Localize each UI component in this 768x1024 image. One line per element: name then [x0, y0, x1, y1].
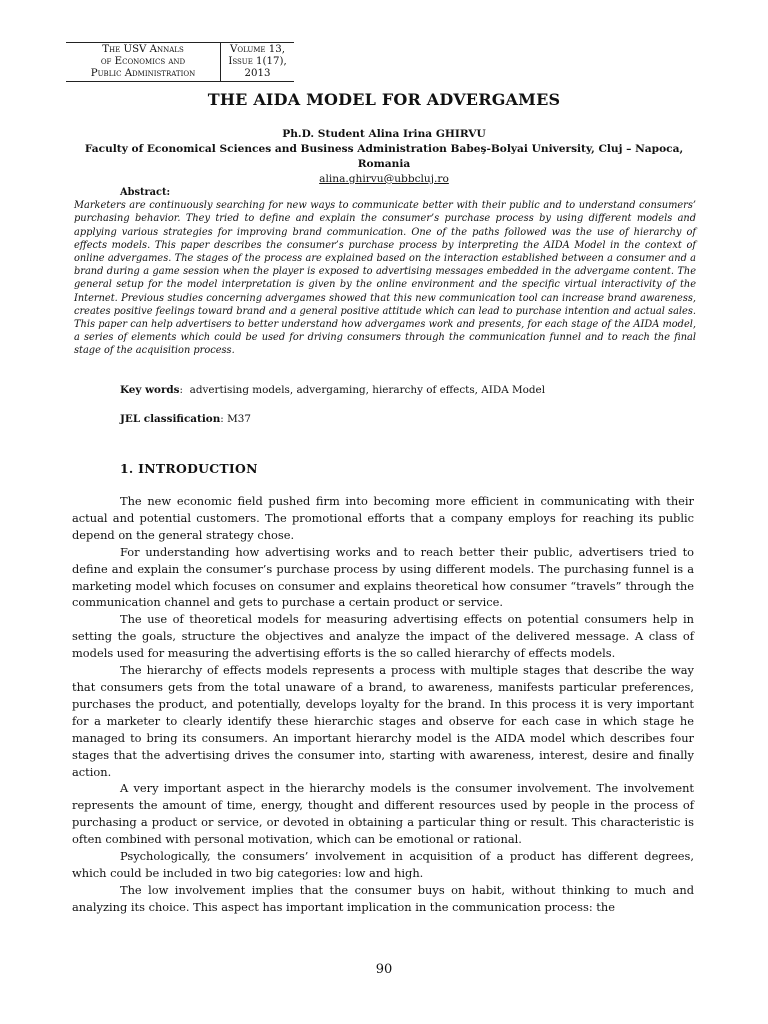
paragraph: The use of theoretical models for measuring advertising effects on potential consumers help in setting the goals, structure the objectives and analyze the impact of the delivered message. A class of models used for measuring the advertising efforts is the so called hierarchy of effects models. [72, 612, 694, 661]
issue-line: Issue 1(17), [228, 56, 287, 67]
volume-line: Volume 13, [230, 44, 285, 55]
paragraph: For understanding how advertising works and to reach better their public, advertisers tried to define and explain the consumer’s purchase process by using different models. The purchasing funnel is a marketing model which focuses on consumer and explains theoretical how consumer “travels” through the communication channel and gets to purchase a certain product or service. [72, 544, 694, 610]
paragraph: The hierarchy of effects models represents a process with multiple stages that describe the way that consumers gets from the total unaware of a brand, to awareness, manifests particular preferences, purchases the product, and potentially, develops loyalty for the brand. In this process it is very important for a marketer to clearly identify these hierarchic stages and observe for each case in which stage he managed to bring its consumers. An important hierarchy model is the AIDA model which describes four stages that the advertising drives the consumer into, starting with awareness, interest, desire and finally action. [72, 663, 694, 779]
jel-label: JEL classification [120, 413, 221, 425]
journal-name [66, 43, 221, 81]
author-name: Alina Irina GHIRVU [368, 128, 486, 140]
keywords-value: advertising models, advergaming, hierarchy of effects, AIDA Model [189, 384, 546, 396]
keywords: Key words: advertising models, advergaming, hierarchy of effects, AIDA Model [120, 384, 546, 396]
journal-name-line: of Economics and [100, 56, 186, 67]
journal-name-line: The USV Annals [102, 44, 184, 55]
author-email[interactable]: alina.ghirvu@ubbcluj.ro [319, 173, 449, 185]
journal-name-line: Public Administration [90, 68, 196, 79]
paragraph: A very important aspect in the hierarchy models is the consumer involvement. The involvement represents the amount of time, energy, thought and different resources used by people in the process of purchasing a product or service, or devoted in obtaining a particular thing or result. This characteristic is often combined with personal motivation, which can be emotional or rational. [72, 781, 694, 847]
journal-header [66, 42, 294, 82]
page-number: 90 [375, 962, 393, 977]
abstract-heading: Abstract: [120, 187, 171, 198]
abstract-text: Marketers are continuously searching for new ways to communicate better with their public and to understand consumers’ purchasing behavior. They tried to define and explain the consumer’s purchase process by using different models and applying various strategies for improving brand communication. One of the paths followed was the use of hierarchy of effects models. This paper describes the consumer’s purchase process by interpreting the AIDA Model in the context of online advergames. The stages of the process are explained based on the interaction established between a consumer and a brand during a game session when the player is exposed to advertising messages embedded in the advergame content. The general setup for the model interpretation is given by the online environment and the specific virtual interactivity of the Internet. Previous studies concerning advergames showed that this new communication tool can increase brand awareness, creates positive feelings toward brand and a general positive attitude which can lead to purchase intention and actual sales. This paper can help advertisers to better understand how advergames work and presents, for each stage of the AIDA model, a series of elements which could be used for driving consumers through the communication funnel and to reach the final stage of the acquisition process. [74, 200, 696, 357]
section-heading: 1. INTRODUCTION [120, 461, 258, 476]
author-affiliation: Faculty of Economical Sciences and Business Administration Babeş-Bolyai University, Cluj – Napoca, Romania [84, 143, 684, 170]
paper-title: THE AIDA MODEL FOR ADVERGAMES [207, 90, 561, 109]
keywords-label: Key words [120, 384, 180, 396]
volume-info [221, 43, 294, 81]
abstract [74, 186, 696, 358]
paragraph: Psychologically, the consumers’ involvement in acquisition of a product has different degrees, which could be included in two big categories: low and high. [72, 849, 694, 880]
author-line [60, 127, 708, 142]
year-line: 2013 [244, 68, 271, 79]
paragraph: The low involvement implies that the consumer buys on habit, without thinking to much and analyzing its choice. This aspect has important implication in the communication process: the [72, 882, 694, 914]
jel-value: M37 [227, 413, 251, 425]
jel-classification: JEL classification: M37 [120, 413, 251, 425]
author-prefix: Ph.D. Student [282, 128, 369, 140]
paragraph: The new economic field pushed firm into becoming more efficient in communicating with their actual and potential customers. The promotional efforts that a company employs for reaching its public depend on the general strategy chose. [72, 494, 694, 542]
author-block [60, 127, 708, 187]
body-text [72, 493, 694, 916]
